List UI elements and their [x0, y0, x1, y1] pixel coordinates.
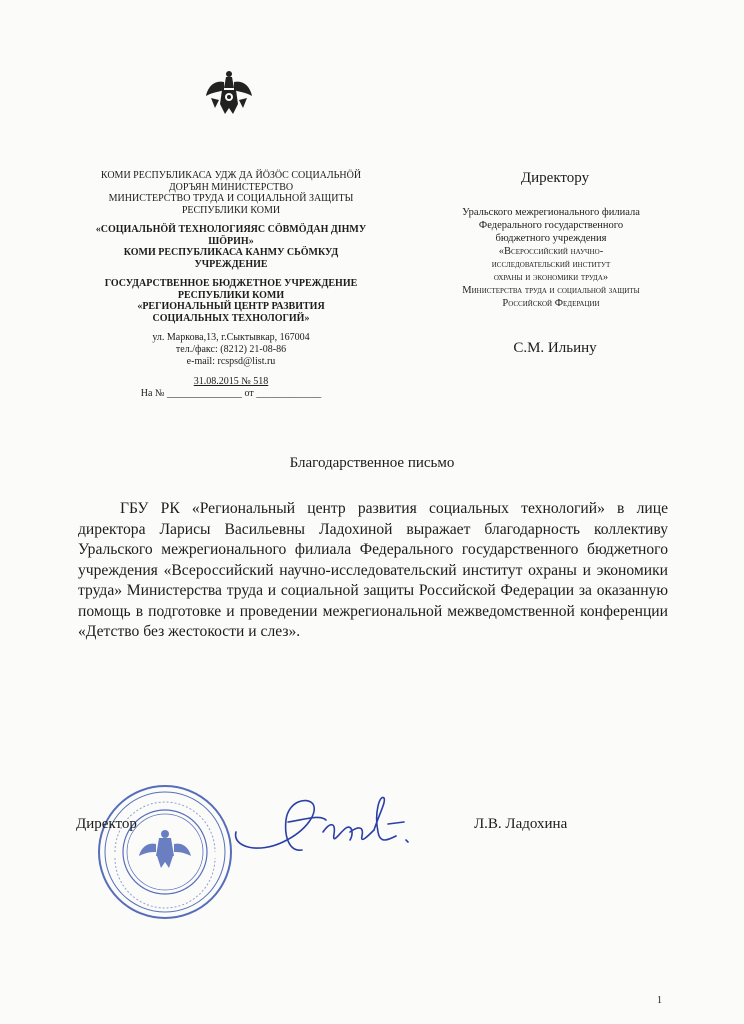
signatory-name: Л.В. Ладохина	[474, 816, 568, 832]
recipient-name: С.М. Ильину	[513, 340, 597, 356]
recipient-line-6: охраны и экономики труда»	[493, 272, 609, 283]
document-title: Благодарственное письмо	[289, 455, 455, 471]
org-phone: тел./факс: (8212) 21-08-86	[175, 344, 287, 355]
org-name-rus-3: «РЕГИОНАЛЬНЫЙ ЦЕНТР РАЗВИТИЯ	[137, 301, 325, 312]
org-name-rus-2: РЕСПУБЛИКИ КОМИ	[177, 289, 285, 301]
recipient-title: Директору	[520, 170, 590, 186]
org-name-rus-4: СОЦИАЛЬНЫХ ТЕХНОЛОГИЙ»	[152, 312, 310, 324]
recipient-line-2: Федерального государственного	[478, 220, 624, 231]
handwritten-signature	[228, 792, 418, 872]
official-stamp	[95, 782, 235, 922]
org-name-komi-2: ШÖРИН»	[208, 235, 254, 247]
signatory-role: Директор	[76, 816, 137, 832]
letterhead-ministry-rus: МИНИСТЕРСТВО ТРУДА И СОЦИАЛЬНОЙ ЗАЩИТЫ	[108, 193, 354, 204]
document-body: ГБУ РК «Региональный центр развития социальных технологий» в лице директора Ларисы Васильевны Ладохиной выражает благодарность коллективу Уральского межрегионального филиала Федерального государственного бюджетного учреждения «Всероссийский научно-исследовательский институт охраны и экономики труда» Министерства труда и социальной защиты Российской Федерации за оказанную помощь в подготовке и проведении межрегиональной межведомственной конференции «Детство без жестокости и слез».	[78, 500, 668, 640]
recipient-line-4: «Всероссийский научно-	[498, 246, 604, 257]
letterhead-ministry-rus-2: РЕСПУБЛИКИ КОМИ	[181, 204, 281, 216]
org-name-komi-4: УЧРЕЖДЕНИЕ	[194, 258, 268, 270]
recipient-line-5: исследовательский институт	[491, 259, 611, 270]
org-email: e-mail: rcspsd@list.ru	[186, 356, 276, 367]
org-address: ул. Маркова,13, г.Сыктывкар, 167004	[152, 332, 310, 343]
recipient-block	[420, 206, 682, 310]
recipient-line-8: Российской Федерации	[502, 298, 600, 309]
reference-line: На № _______________ от _____________	[140, 388, 322, 399]
komi-bird-emblem-icon	[203, 68, 255, 120]
org-name-rus-1: ГОСУДАРСТВЕННОЕ БЮДЖЕТНОЕ УЧРЕЖДЕНИЕ	[104, 278, 358, 289]
letterhead-ministry-komi: КОМИ РЕСПУБЛИКАСА УДЖ ДА ЙÖЗÖС СОЦИАЛЬНÖЙ	[100, 170, 362, 181]
page-number: 1	[657, 995, 662, 1006]
letterhead-ministry-komi-2: ДОРЪЯН МИНИСТЕРСТВО	[168, 181, 294, 193]
recipient-line-7: Министерства труда и социальной защиты	[462, 285, 640, 296]
org-name-komi-3: КОМИ РЕСПУБЛИКАСА КАНМУ СЬÖМКУД	[123, 247, 339, 258]
outgoing-number: 31.08.2015 № 518	[193, 376, 269, 387]
recipient-line-1: Уральского межрегионального филиала	[462, 207, 640, 218]
letterhead	[80, 170, 382, 400]
org-name-komi-1: «СОЦИАЛЬНÖЙ ТЕХНОЛОГИЯЯС СÖВМÖДАН ДІНМУ	[95, 224, 367, 235]
recipient-line-3: бюджетного учреждения	[495, 233, 607, 244]
